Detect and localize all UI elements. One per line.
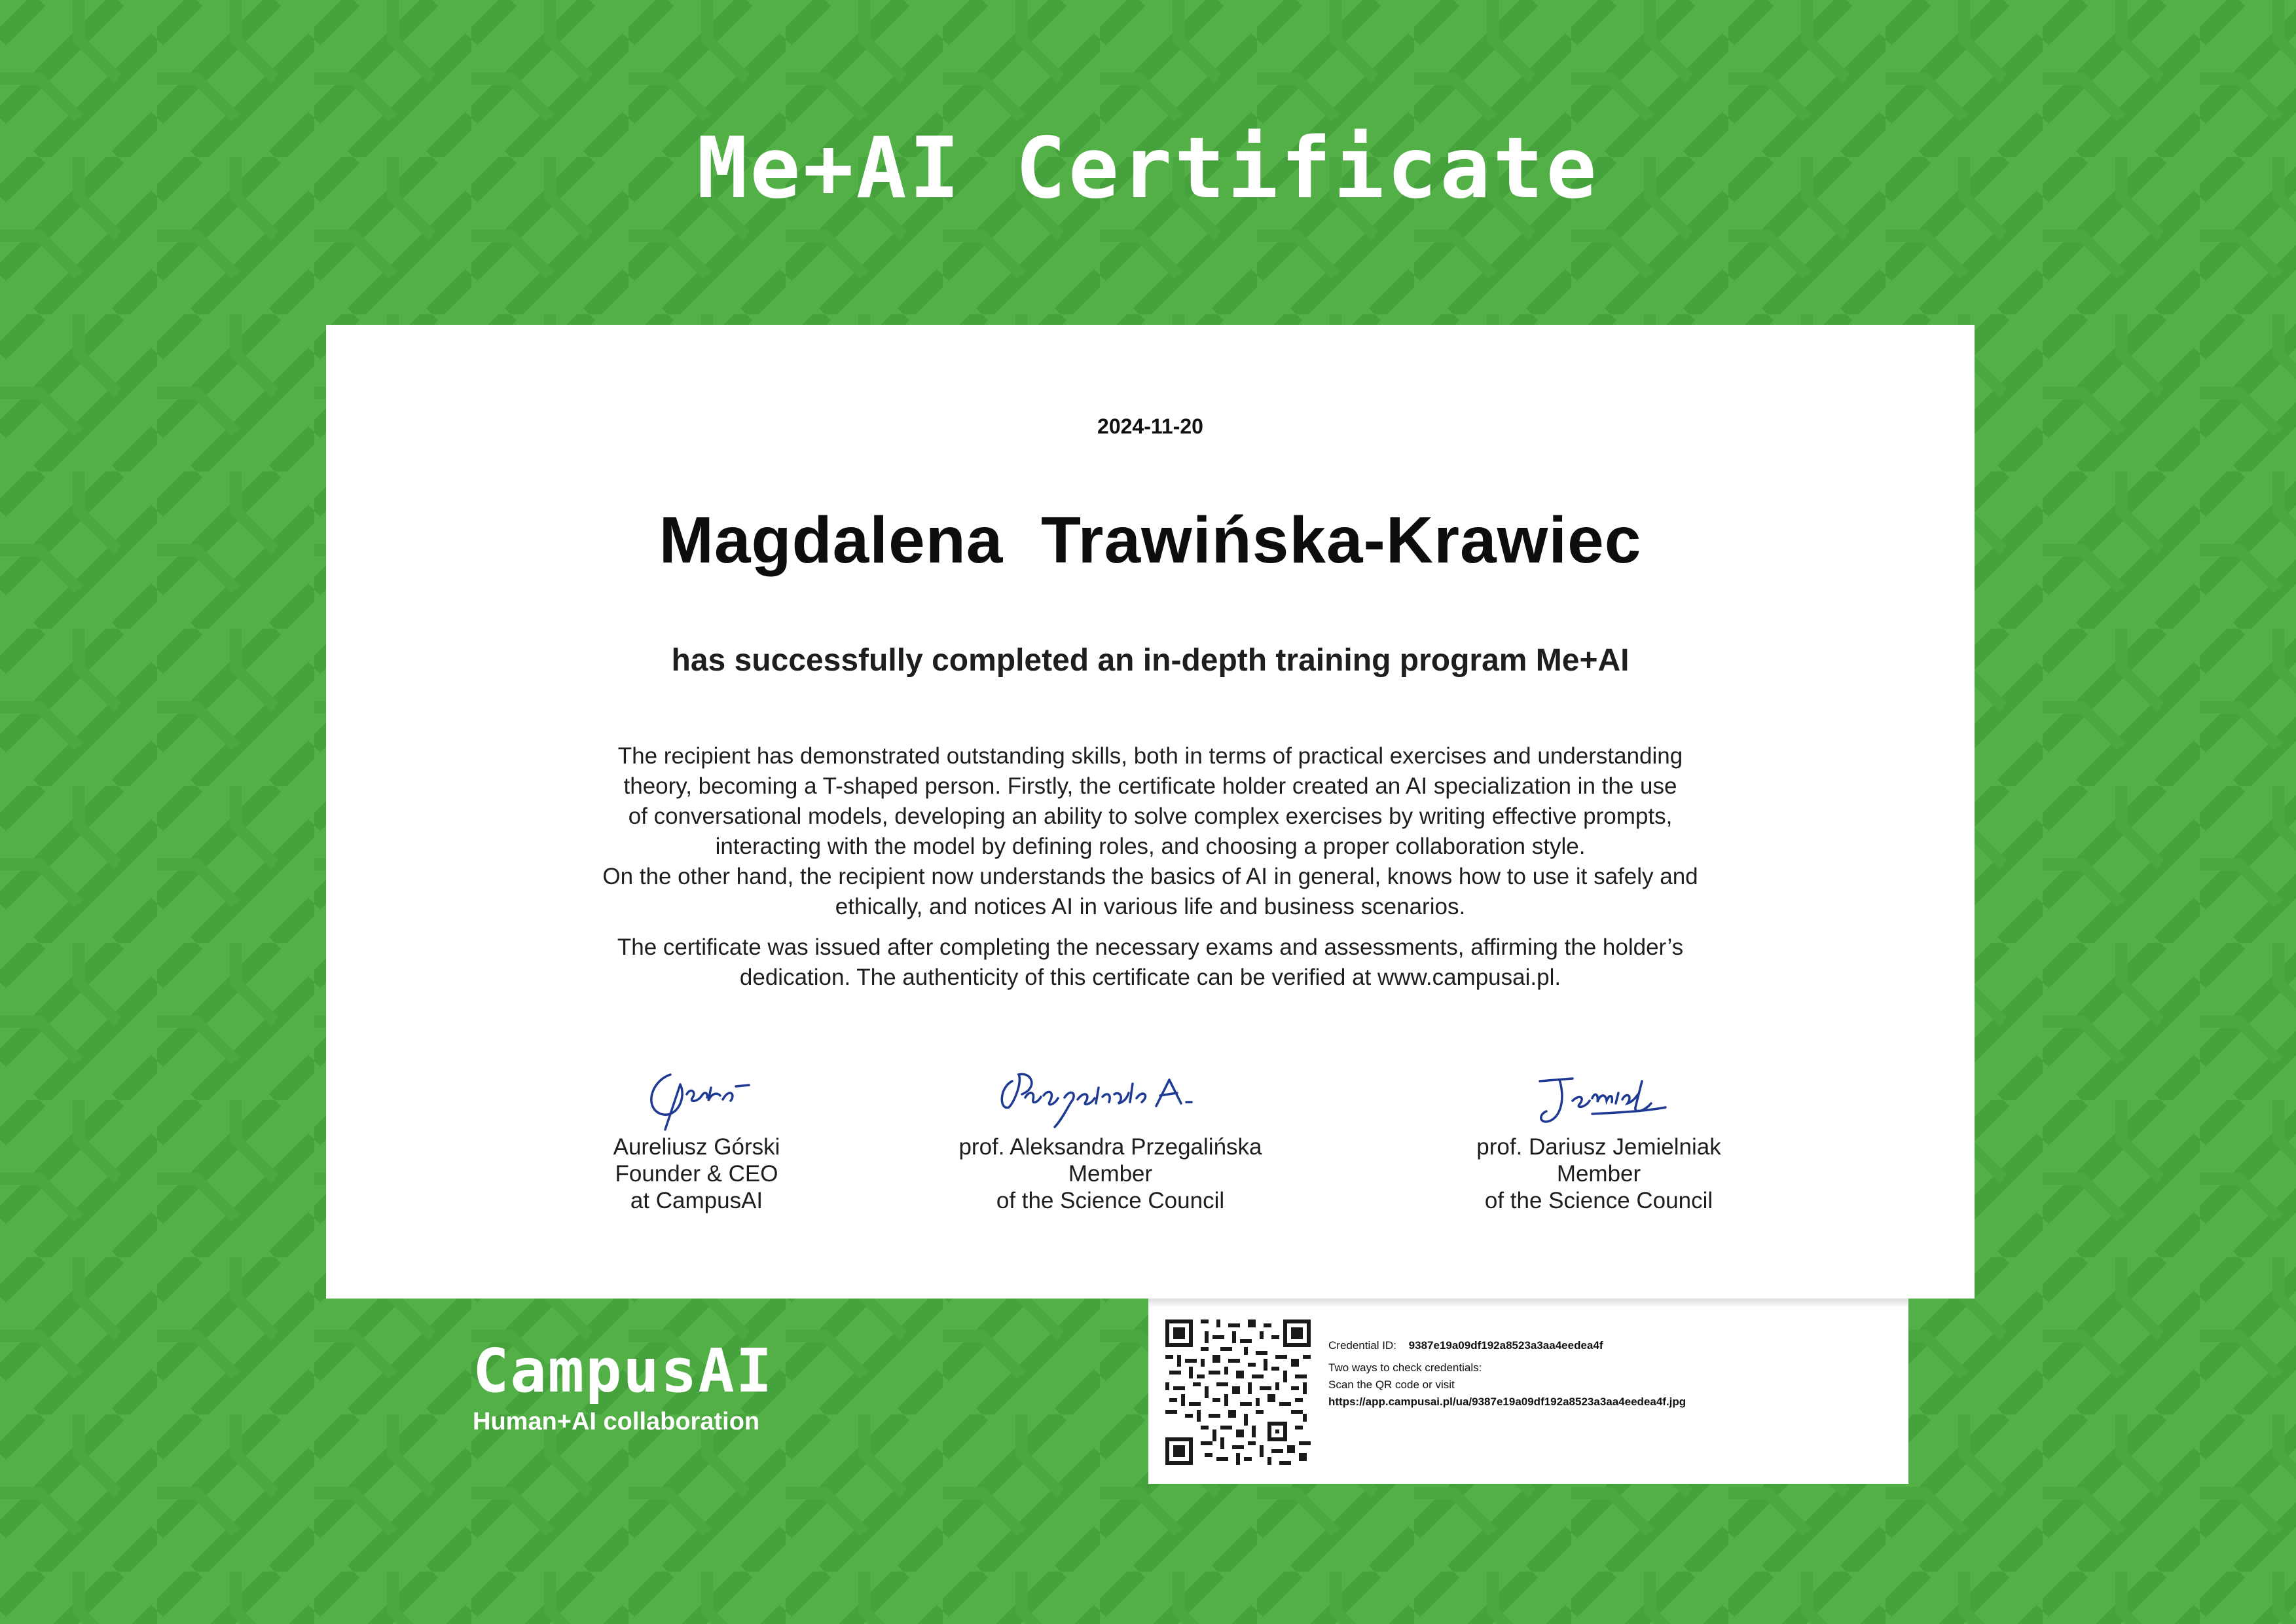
- signature-gorski: [625, 1061, 769, 1134]
- brand-tagline: Human+AI collaboration: [473, 1408, 760, 1435]
- brand-name: CampusAI: [473, 1336, 774, 1406]
- signatory-jemielniak: [1396, 1061, 1802, 1214]
- credential-label: Credential ID:: [1328, 1339, 1396, 1352]
- signature-przegalinska: [973, 1061, 1248, 1134]
- qr-code[interactable]: [1165, 1320, 1311, 1465]
- signatory-gorski: [494, 1061, 900, 1214]
- signatory-przegalinska: [907, 1061, 1313, 1214]
- signatory-name: prof. Dariusz Jemielniak: [1476, 1134, 1721, 1160]
- description-line: of conversational models, developing an ability to solve complex exercises by writing effective prompts,: [628, 803, 1673, 829]
- signatory-org: of the Science Council: [1484, 1188, 1713, 1213]
- signatory-role: Founder & CEO: [615, 1161, 778, 1187]
- verification-panel: [1148, 1299, 1908, 1484]
- certificate-card: [326, 325, 1975, 1299]
- description-line: theory, becoming a T-shaped person. Firstly, the certificate holder created an AI specialization in the use: [623, 773, 1677, 799]
- description-line: The recipient has demonstrated outstanding skills, both in terms of practical exercises and understanding: [617, 743, 1683, 769]
- signatory-org: at CampusAI: [630, 1188, 763, 1213]
- issue-date: 2024-11-20: [1097, 415, 1203, 438]
- description-line: ethically, and notices AI in various life and business scenarios.: [835, 894, 1466, 919]
- campusai-logo: [473, 1336, 774, 1438]
- description-paragraph-2: [522, 932, 1778, 993]
- credential-id: 9387e19a09df192a8523a3aa4eedea4f: [1408, 1339, 1603, 1352]
- completion-statement: has successfully completed an in-depth training program Me+AI: [671, 643, 1630, 678]
- signature-jemielniak: [1514, 1061, 1684, 1134]
- signatory-org: of the Science Council: [996, 1188, 1225, 1213]
- signatory-name: Aureliusz Górski: [613, 1134, 780, 1160]
- ways-label: Two ways to check credentials:: [1328, 1361, 1482, 1374]
- scan-label: Scan the QR code or visit: [1328, 1378, 1455, 1391]
- certificate-title: Me+AI Certificate: [697, 120, 1599, 217]
- description-line: dedication. The authenticity of this certificate can be verified at www.campusai.pl.: [739, 965, 1561, 990]
- recipient-name: Magdalena Trawińska-Krawiec: [659, 504, 1642, 577]
- verification-url[interactable]: https://app.campusai.pl/ua/9387e19a09df192a8523a3aa4eedea4f.jpg: [1328, 1395, 1686, 1408]
- certificate-description: [522, 741, 1778, 1003]
- signatory-role: Member: [1068, 1161, 1153, 1187]
- panel-shadow: [1148, 1299, 1908, 1308]
- description-paragraph-1: [522, 741, 1778, 922]
- signatory-name: prof. Aleksandra Przegalińska: [958, 1134, 1262, 1160]
- description-line: On the other hand, the recipient now understands the basics of AI in general, knows how to use it safely and: [602, 864, 1698, 889]
- verification-text: [1328, 1339, 1898, 1418]
- signatory-role: Member: [1556, 1161, 1641, 1187]
- description-line: interacting with the model by defining roles, and choosing a proper collaboration style.: [715, 834, 1586, 859]
- description-line: The certificate was issued after completing the necessary exams and assessments, affirming the holder’s: [617, 934, 1684, 960]
